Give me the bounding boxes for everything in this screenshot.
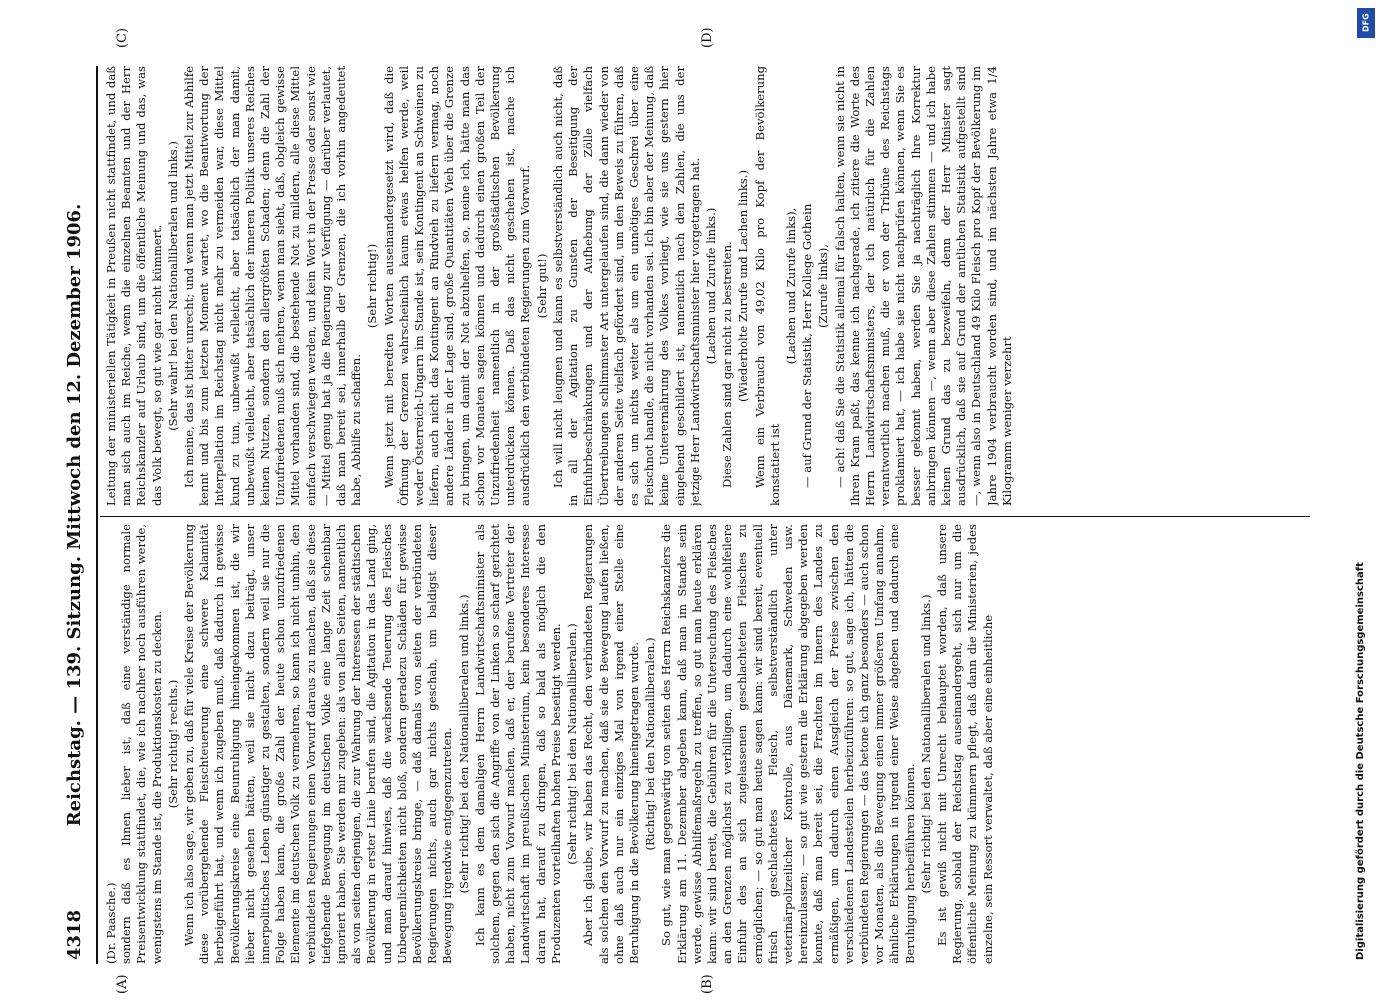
- running-title: Reichstag. — 139. Sitzung. Mittwoch den 12. Dezember 1906.: [64, 203, 85, 827]
- paragraph: sondern daß es Ihnen lieber ist, daß eine verständige normale Preisentwicklung stattfindet, die, wie ich nachher noch ausführen werde, wenigstens im Stande ist, die Produktionskosten zu decken.: [119, 524, 164, 964]
- margin-letter-c: (C): [115, 27, 130, 48]
- paragraph: Ich meine, das ist bitter unrecht; und wenn man jetzt Mittel zur Abhilfe kennt und bis zum letzten Moment wartet, wo die Beantwortung der Interpellation im Reichstag nicht mehr zu vermeiden war, diese Mittel kund zu tun, unbewußt vielleicht, aber tatsächlich der man damit, unbewußt vielleicht, aber tatsächlich der inneren Politik unseres Reiches keinen Nutzen, sondern den allergrößten Schaden; denn die Zahl der Unzufriedenen muß sich mehren, wenn man sieht, daß, obgleich gewisse Mittel vorhanden sind, die bestehende Not zu mildern, alle diese Mittel einfach verschwiegen werden, und kein Wort in der Presse oder sonst wie — Mittel genug hat ja die Regierung zur Verfügung — darüber verlautet, daß man bereit sei, innerhalb der Grenzen, die ich vorhin angedeutet habe, Abhilfe zu schaffen.: [182, 66, 364, 506]
- speaker-header: (Dr. Paasche.): [104, 882, 118, 964]
- interjection: (Sehr gut!): [534, 253, 549, 319]
- interjection: (Sehr richtig! bei den Nationalliberalen.): [565, 623, 580, 865]
- page-header: [64, 70, 94, 960]
- interjection: (Sehr richtig! rechts.): [165, 679, 180, 809]
- digitization-note-text: Digitalisierung gefördert durch die Deutsche Forschungsgemeinschaft: [1355, 562, 1366, 960]
- right-column-body: [104, 66, 1015, 506]
- paragraph: — auf Grund der Statistik, Herr Kollege Gothein: [800, 203, 815, 488]
- paragraph: Diese Zahlen sind gar nicht zu bestreiten.: [720, 241, 735, 488]
- paragraph: — ach! daß Sie die Statistik allemal für falsch halten, wenn sie nicht in Ihren Kram paßt, das kenne ich nachgerade, ich zitiere die Worte des Herrn Landwirtschaftsministers, der ich natürlich für die Zahlen verantwortlich machen muß, die er von der Tribüne des Reichstags proklamiert hat, — ich habe sie nicht nachprüfen können, wenn Sie es besser gekonnt haben, werden Sie ja nachträglich Ihre Korrektur anbringen können —, wenn aber diese Zahlen stimmen — und ich habe keinen Grund das zu bezweifeln, denn der Herr Minister sagt ausdrücklich, daß sie auf Grund der amtlichen Statistik aufgestellt sind —, wenn also in Deutschland 49 Kilo Fleisch pro Kopf der Bevölkerung im Jahre 1904 verbraucht worden sind, und im nächsten Jahre etwa 1/4 Kilogramm weniger verzehrt: [832, 66, 1014, 506]
- interjection: (Zurufe links),: [816, 244, 831, 328]
- paragraph: Ich kann es dem damaligen Herrn Landwirtschaftsminister als solchem, gegen den sich die Angriffe von der Linken so scharf gerichtet haben, nicht zum Vorwurf machen, daß er, der berufene Vertreter der Landwirtschaft im preußischen Ministerium, kein besonderes Interesse daran hat, darauf zu dringen, daß so bald als möglich die den Produzenten vorteilhaften hohen Preise beseitigt werden.: [472, 524, 563, 964]
- column-divider: [100, 516, 1310, 517]
- page-number: 4318: [64, 909, 85, 960]
- interjection: (Sehr richtig! bei den Nationalliberalen und links.): [918, 594, 933, 894]
- left-column-body: [119, 524, 996, 964]
- left-column: [104, 524, 1304, 964]
- right-column: [104, 66, 1304, 506]
- header-rule: [96, 66, 98, 964]
- interjection: (Sehr richtig! bei den Nationalliberalen und links.): [456, 594, 471, 894]
- paragraph: Wenn ich also sage, wir geben zu, daß für viele Kreise der Bevölkerung diese vorübergehende Fleischteuerung eine schwere Kalamität herbeigeführt hat, und wenn ich zugeben muß, daß dadurch in gewisse Bevölkerungskreise eine Beunruhigung hineingekommen ist, die wir lieber nicht gesehen hätten, weil sie nicht dazu beiträgt, unser innerpolitisches Leben günstiger zu gestalten, sondern weil sie nur die Folge haben kann, die große Zahl der heute schon unzufriedenen Elemente im deutschen Volk zu vermehren, so kann ich nicht umhin, den verbündeten Regierungen einen Vorwurf daraus zu machen, daß sie diese tiefgehende Bewegung im deutschen Volke eine lange Zeit scheinbar ignoriert haben. Sie werden mir zugeben: als von allen Seiten, namentlich als von seiten derjenigen, die zur Wahrung der Interessen der städtischen Bevölkerung in erster Linie berufen sind, die Agitation in das Land ging, und man darauf hinwies, daß die wachsende Teuerung des Fleisches Unbequemlichkeiten nicht bloß, sondern geradezu Schäden für gewisse Bevölkerungskreise bringe, — daß damals von seiten der verbündeten Regierungen nichts, auch gar nichts geschah, um baldigst dieser Bewegung irgendwie entgegenzutreten.: [182, 524, 455, 964]
- paragraph: Aber ich glaube, wir haben das Recht, den verbündeten Regierungen als solchen den Vorwurf zu machen, daß sie die Bewegung laufen ließen, ohne daß auch nur ein einziges Mal von irgend einer Stelle eine Beruhigung in die Bevölkerung hineingetragen wurde.: [581, 524, 641, 964]
- margin-letter-b: (B): [700, 974, 715, 994]
- interjection: (Wiederholte Zurufe und Lachen links.): [736, 169, 751, 403]
- paragraph: Ich will nicht leugnen und kann es selbstverständlich auch nicht, daß in all der Agitation zu Gunsten der Beseitigung der Einfuhrbeschränkungen und der Aufhebung der Zölle vielfach Übertreibungen schlimmster Art untergelaufen sind, die dann wieder von der anderen Seite vielfach gefördert sind, um den Beweis zu führen, daß es sich um nichts weiter als um ein unnötiges Geschrei über eine Fleischnot handle, die nicht vorhanden sei. Ich bin aber der Meinung, daß keine Unterernährung des Volkes vorliegt, wie sie uns gestern hier eingehend geschildert ist, namentlich nach den Zahlen, die uns der jetzige Herr Landwirtschaftsminister hier vorgetragen hat.: [550, 66, 702, 506]
- paragraph: Es ist gewiß nicht mit Unrecht behauptet worden, daß unsere Regierung, sobald der Reichstag auseinandergeht, sich nur um die öffentliche Meinung zu kümmern pflegt, daß dann die Ministerien, jedes einzelne, sein Ressort verwaltet, daß aber eine einheitliche: [934, 524, 995, 964]
- paragraph: Wenn jetzt mit beredten Worten auseinandergesetzt wird, daß die Öffnung der Grenzen wahrscheinlich kaum etwas helfen werde, weil weder Österreich-Ungarn im Stande ist, sein Kontingent an Schweinen zu liefern, auch nicht das Kontingent an Rindvieh zu liefern vermag, noch andere Länder in der Lage sind, große Quantitäten Vieh über die Grenze zu bringen, um damit der Not abzuhelfen, so, meine ich, hätte man das schon vor Monaten sagen können und dadurch einen großen Teil der Unzufriedenheit namentlich in der großstädtischen Bevölkerung unterdrücken können. Daß das nicht geschehen ist, mache ich ausdrücklich den verbündeten Regierungen zum Vorwurf.: [381, 66, 533, 506]
- paragraph: Wenn ein Verbrauch von 49,02 Kilo pro Kopf der Bevölkerung konstatiert ist: [752, 66, 782, 506]
- interjection: (Lachen und Zurufe links),: [783, 207, 798, 365]
- interjection: (Sehr wahr! bei den Nationalliberalen und links.): [165, 141, 180, 431]
- margin-letter-d: (D): [700, 27, 715, 48]
- interjection: (Lachen und Zurufe links.): [703, 207, 718, 365]
- dfg-logo: DFG: [1357, 8, 1375, 38]
- digitization-note: [1355, 0, 1375, 1000]
- paragraph: Leitung der ministeriellen Tätigkeit in Preußen nicht stattfindet, und daß man sich auch im Reiche, wenn die einzelnen Beamten und der Herr Reichskanzler auf Urlaub sind, um die öffentliche Meinung und das, was das Volk bewegt, so gut wie gar nicht kümmert.: [104, 66, 164, 506]
- paragraph: So gut, wie man gegenwärtig von seiten des Herrn Reichskanzlers die Erklärung am 11. Dezember abgeben kann, daß man im Stande sein werde, gewisse Abhilfemaßregeln zu treffen, so gut man heute erklären kann: wir sind bereit, die Gebühren für die Untersuchung des Fleisches an den Grenzen möglichst zu verbilligen, um dadurch eine wohlfeilere Einfuhr des an sich zugelassenen geschlachteten Fleisches zu ermöglichen; — so gut man heute sagen kann: wir sind bereit, eventuell frisch geschlachtetes Fleisch, selbstverständlich unter veterinärpolizeilicher Kontrolle, aus Dänemark, Schweden usw. hereinzulassen; — so gut wie gestern die Erklärung abgegeben werden konnte, daß man bereit sei, die Frachten im Innern des Landes zu ermäßigen, um dadurch einen Ausgleich der Preise zwischen den verschiedenen Landesteilen herbeizuführen: so gut, sage ich, hätten die verbündeten Regierungen — das betone ich ganz besonders — auch schon vor Monaten, als die Bewegung einen immer größeren Umfang annahm, ähnliche Erklärungen in irgend einer Weise abgeben und dadurch eine Beruhigung herbeiführen können.: [659, 524, 917, 964]
- interjection: (Richtig! bei den Nationalliberalen.): [643, 637, 658, 851]
- margin-letter-a: (A): [115, 974, 130, 994]
- interjection: (Sehr richtig!): [365, 243, 380, 329]
